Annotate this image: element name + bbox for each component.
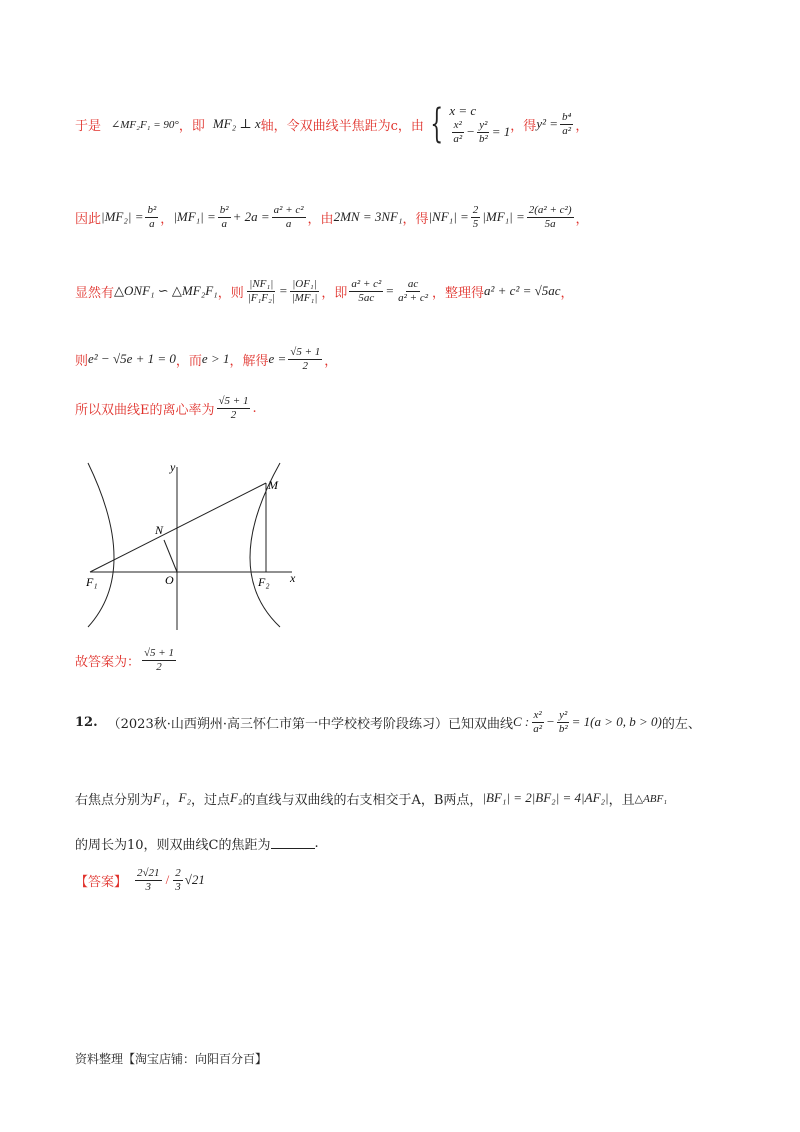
line4-lead: 则 [75,353,89,369]
p12-f2: F₂ [178,790,191,805]
p12-l2-a: 右焦点分别为 [75,792,154,808]
e-solution [268,346,324,371]
answer-block [75,860,205,900]
line3-text-4: ，整理得 [432,285,485,301]
label-o: O [165,573,174,587]
solution-line-4 [75,337,337,381]
p12-l2-b: ，过点 [190,792,230,808]
line2-text-3: ，由 [307,211,334,227]
answer-v1-den: 3 [145,880,152,893]
answer-statement [75,640,178,680]
line4-end: ， [324,353,338,369]
nf1-lhs: |NF₁| = [428,209,469,224]
req-den: 5ac [358,291,375,304]
line1-text-2: ，即 [178,118,205,134]
mf1-den: a [221,217,227,230]
problem-number: 12. [75,714,98,730]
line1-text-4: ，得 [510,118,537,134]
curve-d1: a² [533,722,543,735]
curve-d2: b² [558,722,568,735]
nf1-den: 5 [472,217,479,230]
ratio-den: |F₁F₂| [247,291,275,304]
answer-slash: / [165,872,170,887]
curve-minus: − [546,714,555,729]
label-m: M [268,478,278,492]
sys-frac2-den: b² [478,132,488,145]
p12-l2-c: 的直线与双曲线的右支相交于A，B两点， [242,792,483,808]
sys-frac2-num: y² [479,119,488,132]
problem-text-after: 的左、 [661,716,701,732]
e-den: 2 [302,359,309,372]
solution-line-1 [75,94,588,154]
y-squared-den: a² [562,124,572,137]
similar-triangles: △ONF₁ ∽ △MF₂F₁ [114,283,218,298]
line3-end: ， [560,285,574,301]
answer-statement-text: 故答案为： [75,654,141,670]
line1-lead: 于是 [75,118,102,134]
problem-12-line-3 [75,832,319,854]
nf1-den2: 5a [544,217,556,230]
p12-distance-equation: |BF₁| = 2|BF₂| = 4|AF₂| [482,790,609,805]
ratio-expression [244,278,322,303]
mf1-lhs: |MF₁| = [173,209,216,224]
curve-n2: y² [559,709,568,722]
mf2-num: b² [147,204,157,217]
mf1-num2: a² + c² [273,204,304,217]
angle-expression: ∠MF₂F₁ = 90° [111,118,179,131]
p12-f1: F₁ [153,790,166,805]
answer-blank [271,838,315,849]
line-f1-m [90,483,266,572]
sys-frac1-den: a² [453,132,463,145]
p12-l3-end: . [314,835,319,851]
problem-12-line-1 [75,700,701,744]
nf1-expression [428,204,575,229]
left-brace: { [430,101,443,147]
line2-lead: 因此 [75,211,102,227]
curve-rhs: = 1(a > 0, b > 0) [571,714,662,729]
label-n: N [155,523,164,537]
line3-lead: 显然有 [75,285,115,301]
answer-v2-den: 3 [175,880,181,893]
nf1-mid: |MF₁| = [482,209,525,224]
e-num: √5 + 1 [290,346,321,359]
line5-end: . [252,400,257,416]
system-top: x = c [449,103,477,119]
mf2-expression [101,204,160,229]
p12-comma: ， [165,792,179,808]
line1-text-3: 轴，令双曲线半焦距为c，由 [260,118,424,134]
line3-text-3: ，即 [321,285,348,301]
footer-text: 资料整理【淘宝店铺：向阳百分百】 [75,1052,268,1066]
nf1-num: 2 [472,204,479,217]
line2-end: ， [575,211,589,227]
ratio-num: |NF₁| [249,278,274,291]
y-squared-expression [536,111,575,136]
label-x: x [290,571,296,585]
mf1-den2: a [285,217,292,230]
solution-line-3 [75,266,574,316]
solution-line-5 [75,388,257,428]
equation-system: { x = c $\frac{\text{x²}}{\text{a²}}$ − $\frac{\text{y²}}{\text{b²}}$ = 1 [430,101,511,147]
line4-text-2: ，而 [175,353,202,369]
quadratic-equation: e² − √5e + 1 = 0 [88,351,176,366]
answer-statement-value [140,647,178,672]
p12-l2-d: ，且 [608,792,635,808]
vector-relation: 2MN = 3NF₁ [333,209,403,224]
answer-num: √5 + 1 [144,647,174,660]
y-squared-lhs: y² = [536,116,559,131]
mf1-num: b² [219,204,229,217]
e-condition: e > 1 [201,351,230,366]
req-num2: ac [407,278,419,291]
ratio-equation [347,278,432,303]
hyperbola-equation [513,709,662,734]
label-y: y [170,460,176,474]
sys-frac1-num: x² [453,119,462,132]
p12-triangle: △ABF₁ [634,792,668,805]
eccentricity-value [215,395,253,420]
ecc-num: √5 + 1 [218,395,249,408]
req-eq: = [385,283,395,298]
answer-v2-tail: √21 [184,872,205,887]
ratio-num2: |OF₁| [292,278,317,291]
p12-l3: 的周长为10，则双曲线C的焦距为 [75,837,271,853]
ecc-den: 2 [230,408,237,421]
label-f2: F₂ [258,575,270,589]
problem-source: （2023秋·山西朔州·高三怀仁市第一中学校校考阶段练习）已知双曲线 [107,716,513,732]
y-squared-num: b⁴ [562,111,572,124]
curve-n1: x² [533,709,542,722]
mf1-expression [173,204,307,229]
curve-lhs: C : [512,714,530,729]
line2-text-4: ，得 [402,211,429,227]
solution-line-2 [75,195,589,239]
left-branch [88,463,114,627]
ratio-eq: = [278,283,288,298]
answer-v2-num: 2 [175,867,181,880]
req-num: a² + c² [351,278,382,291]
line4-text-3: ，解得 [229,353,269,369]
line5-text: 所以双曲线E的离心率为 [75,402,215,418]
answer-v1-num: 2√21 [137,867,160,880]
answer-tag: 【答案】 [75,874,128,890]
line-o-n [164,540,177,572]
simplified-relation: a² + c² = √5ac [484,283,561,298]
answer-den: 2 [156,660,162,673]
sys-rhs: = 1 [491,124,511,139]
nf1-num2: 2(a² + c²) [528,204,572,217]
line1-end: ， [575,118,589,134]
perpendicular-expression: MF₂ ⊥ x [212,116,261,131]
p12-f2b: F₂ [229,790,243,805]
answer-values [133,867,205,892]
mf2-lhs: |MF₂| = [101,209,144,224]
line3-text-2: ，则 [217,285,244,301]
hyperbola-figure [70,455,310,635]
mf2-den: a [149,217,155,230]
mf1-mid: + 2a = [232,209,270,224]
label-f1: F₁ [86,575,98,589]
problem-12-line-2 [75,780,667,816]
ratio-den2: |MF₁| [291,291,318,304]
req-den2: a² + c² [398,291,428,304]
line2-text-2: ， [160,211,174,227]
e-lhs: e = [268,351,287,366]
